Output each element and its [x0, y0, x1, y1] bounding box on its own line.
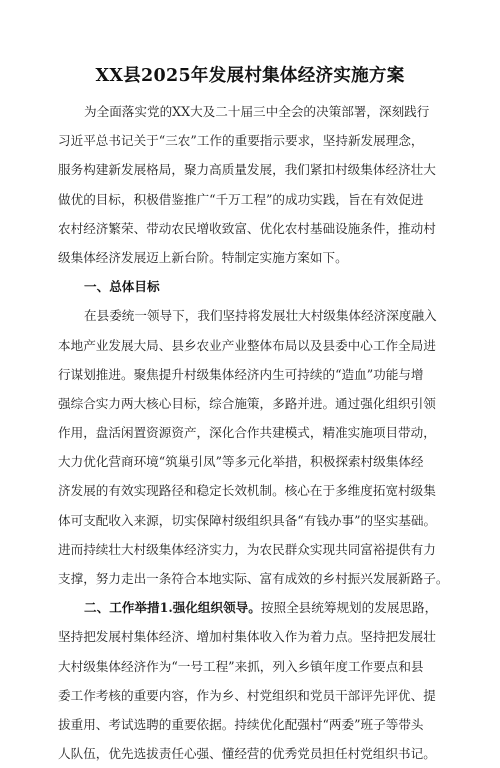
document-title: XX县2025年发展村集体经济实施方案: [95, 66, 405, 86]
section-1-line: 体可支配收入来源，切实保障村级组织具备“有钱办事”的坚实基础。: [58, 512, 437, 528]
section-1-line: 在县委统一领导下，我们坚持将发展壮大村级集体经济深度融入: [84, 308, 437, 324]
intro-line: 服务构建新发展格局，聚力高质量发展，我们紧扣村级集体经济壮大: [58, 162, 436, 178]
section-1-line: 支撑，努力走出一条符合本地实际、富有成效的乡村振兴发展新路子。: [58, 571, 449, 586]
section-2-line: 拔重用、考试选聘的重要依据。持续优化配强村“两委”班子等带头: [58, 716, 424, 732]
section-2-subheading: 1.强化组织领导。: [159, 600, 261, 616]
section-1-heading: 一、总体目标: [84, 279, 160, 295]
section-1-line: 济发展的有效实现路径和稳定长效机制。核心在于多维度拓宽村级集: [58, 483, 436, 499]
intro-line: 为全面落实党的XX大及二十届三中全会的决策部署，深刻践行: [84, 104, 430, 119]
intro-line: 级集体经济发展迈上新台阶。特制定实施方案如下。: [58, 249, 348, 265]
section-1-line: 行谋划推进。聚焦提升村级集体经济内生可持续的“造血”功能与增: [58, 366, 424, 382]
section-1-line: 强综合实力两大核心目标，综合施策，多路并进。通过强化组织引领: [58, 395, 436, 411]
section-1-line: 本地产业发展大局、县乡农业产业整体布局以及县委中心工作全局进: [58, 337, 436, 353]
section-1-line: 作用，盘活闲置资源资产，深化合作共建模式，精准实施项目带动，: [58, 425, 436, 441]
section-2-first-line: [58, 593, 450, 622]
intro-line: 农村经济繁荣、带动农民增收致富、优化农村基础设施条件，推动村: [58, 220, 436, 236]
section-2-line: 坚持把发展村集体经济、增加村集体收入作为着力点。坚持把发展壮: [58, 629, 436, 645]
intro-line: 做优的目标，积极借鉴推广“千万工程”的成功实践，旨在有效促进: [58, 191, 424, 207]
section-2-line: 委工作考核的重要内容，作为乡、村党组织和党员干部评先评优、提: [58, 687, 436, 703]
intro-line: 习近平总书记关于“三农”工作的重要指示要求，坚持新发展理念，: [58, 133, 424, 149]
section-1-line: 进而持续壮大村级集体经济实力，为农民群众实现共同富裕提供有力: [58, 541, 436, 557]
section-2-line: 大村级集体经济作为“一号工程”来抓，列入乡镇年度工作要点和县: [58, 658, 424, 674]
section-2-line: 人队伍，优先选拔责任心强、懂经营的优秀党员担任村党组织书记。: [58, 746, 436, 762]
section-2-heading: 二、工作举措: [84, 600, 160, 616]
section-1-line: 大力优化营商环境“筑巢引凤”等多元化举措，积极探索村级集体经: [58, 454, 424, 470]
document-body: [58, 97, 450, 768]
section-2-first-tail: 按照全县统筹规划的发展思路，: [260, 600, 438, 616]
